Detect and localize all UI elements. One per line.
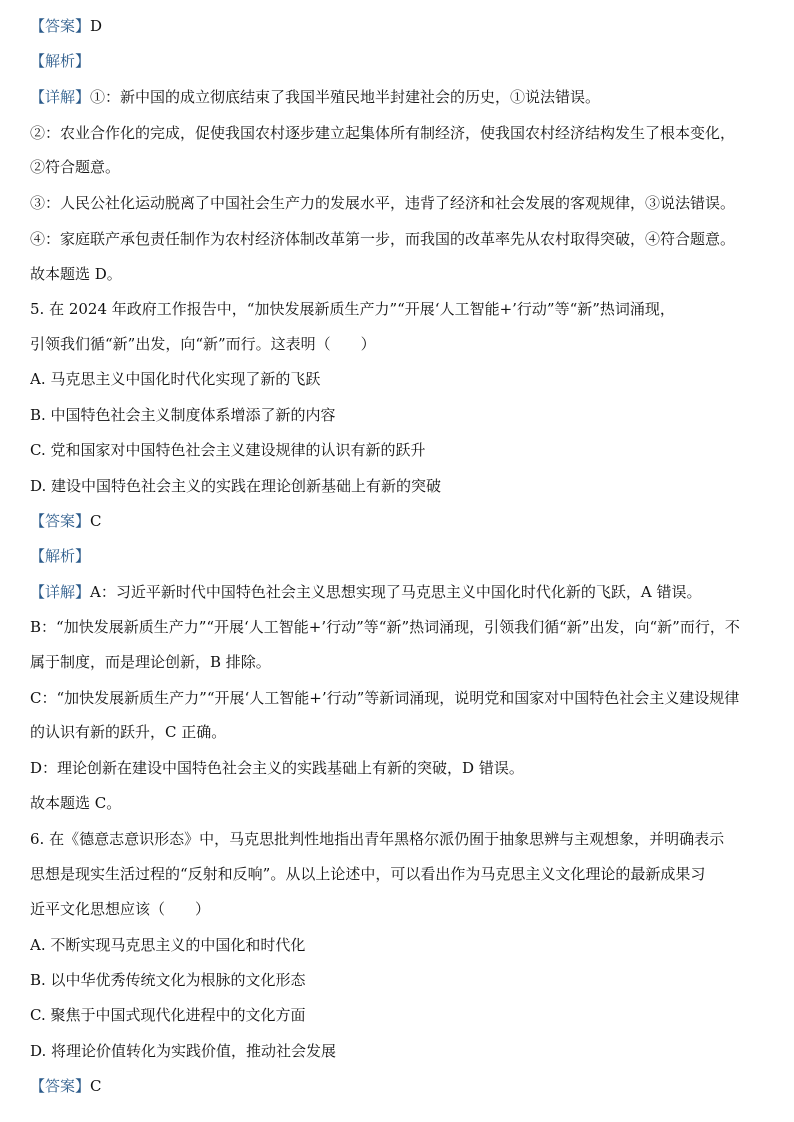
question-text: 近平文化思想应该（ ）: [30, 900, 211, 918]
question-5-stem: [30, 299, 774, 319]
answer-tag: 【答案】: [30, 17, 91, 35]
explanation-line: [30, 87, 774, 107]
explanation-line: [30, 157, 774, 177]
option-text: D. 将理论价值转化为实践价值，推动社会发展: [30, 1042, 337, 1060]
explanation-text: B：“加快发展新质生产力”“开展‘人工智能+’行动”等“新”热词涌现，引领我们循“新”出发，向“新”而行，不: [30, 618, 740, 636]
question-6-stem: [30, 899, 774, 919]
option-text: A. 马克思主义中国化时代化实现了新的飞跃: [30, 370, 321, 388]
option-text: B. 以中华优秀传统文化为根脉的文化形态: [30, 971, 306, 989]
option-a: [30, 935, 774, 955]
question-5-stem: [30, 334, 774, 354]
option-c: [30, 440, 774, 460]
question-text: 引领我们循“新”出发，向“新”而行。这表明（ ）: [30, 335, 376, 353]
option-text: B. 中国特色社会主义制度体系增添了新的内容: [30, 406, 336, 424]
question-6-stem: [30, 864, 774, 884]
option-text: A. 不断实现马克思主义的中国化和时代化: [30, 936, 306, 954]
explanation-line: [30, 193, 774, 213]
explanation-line: [30, 722, 774, 742]
question-text: 思想是现实生活过程的“反射和反响”。从以上论述中，可以看出作为马克思主义文化理论的最新成果习: [30, 865, 706, 883]
option-c: [30, 1005, 774, 1025]
explanation-text: A：习近平新时代中国特色社会主义思想实现了马克思主义中国化时代化新的飞跃，A 错误。: [90, 583, 702, 601]
explanation-line: [30, 688, 774, 708]
explanation-line: [30, 617, 774, 637]
explanation-text: 的认识有新的跃升，C 正确。: [30, 723, 227, 741]
explanation-line: [30, 758, 774, 778]
option-a: [30, 369, 774, 389]
answer-value: C: [90, 1077, 102, 1095]
answer-value: D: [90, 17, 103, 35]
option-b: [30, 970, 774, 990]
explanation-text: C：“加快发展新质生产力”“开展‘人工智能+’行动”等新词涌现，说明党和国家对中国特色社会主义建设规律: [30, 689, 740, 707]
explanation-line: [30, 652, 774, 672]
analysis-heading-q4: [30, 51, 774, 71]
answer-line-q6: [30, 1076, 774, 1096]
analysis-tag: 【解析】: [30, 52, 91, 70]
explanation-text: ②：农业合作化的完成，促使我国农村逐步建立起集体所有制经济，使我国农村经济结构发生了根本变化，: [30, 124, 736, 142]
explanation-text: ②符合题意。: [30, 158, 121, 176]
conclusion-line: [30, 793, 774, 813]
conclusion-text: 故本题选 D。: [30, 265, 122, 283]
analysis-heading-q5: [30, 546, 774, 566]
explanation-line: [30, 582, 774, 602]
explanation-text: ①：新中国的成立彻底结束了我国半殖民地半封建社会的历史，①说法错误。: [90, 88, 601, 106]
explanation-text: D：理论创新在建设中国特色社会主义的实践基础上有新的突破，D 错误。: [30, 759, 524, 777]
conclusion-line: [30, 264, 774, 284]
option-d: [30, 1041, 774, 1061]
answer-line-q4: [30, 16, 774, 36]
explanation-text: ③：人民公社化运动脱离了中国社会生产力的发展水平，违背了经济和社会发展的客观规律，③说法错误。: [30, 194, 736, 212]
question-text: 6. 在《德意志意识形态》中，马克思批判性地指出青年黑格尔派仍囿于抽象思辨与主观想象，并明确表示: [30, 830, 725, 848]
question-6-stem: [30, 829, 774, 849]
answer-line-q5: [30, 511, 774, 531]
answer-tag: 【答案】: [30, 512, 91, 530]
detail-tag: 【详解】: [30, 583, 91, 601]
answer-value: C: [90, 512, 102, 530]
answer-tag: 【答案】: [30, 1077, 91, 1095]
conclusion-text: 故本题选 C。: [30, 794, 122, 812]
explanation-line: [30, 123, 774, 143]
explanation-text: 属于制度，而是理论创新，B 排除。: [30, 653, 271, 671]
option-text: D. 建设中国特色社会主义的实践在理论创新基础上有新的突破: [30, 477, 442, 495]
analysis-tag: 【解析】: [30, 547, 91, 565]
explanation-text: ④：家庭联产承包责任制作为农村经济体制改革第一步，而我国的改革率先从农村取得突破，④符合题意。: [30, 230, 736, 248]
option-text: C. 党和国家对中国特色社会主义建设规律的认识有新的跃升: [30, 441, 426, 459]
question-text: 5. 在 2024 年政府工作报告中，“加快发展新质生产力”“开展‘人工智能+’行动”等“新”热词涌现，: [30, 300, 675, 318]
option-text: C. 聚焦于中国式现代化进程中的文化方面: [30, 1006, 306, 1024]
detail-tag: 【详解】: [30, 88, 91, 106]
explanation-line: [30, 229, 774, 249]
option-d: [30, 476, 774, 496]
option-b: [30, 405, 774, 425]
